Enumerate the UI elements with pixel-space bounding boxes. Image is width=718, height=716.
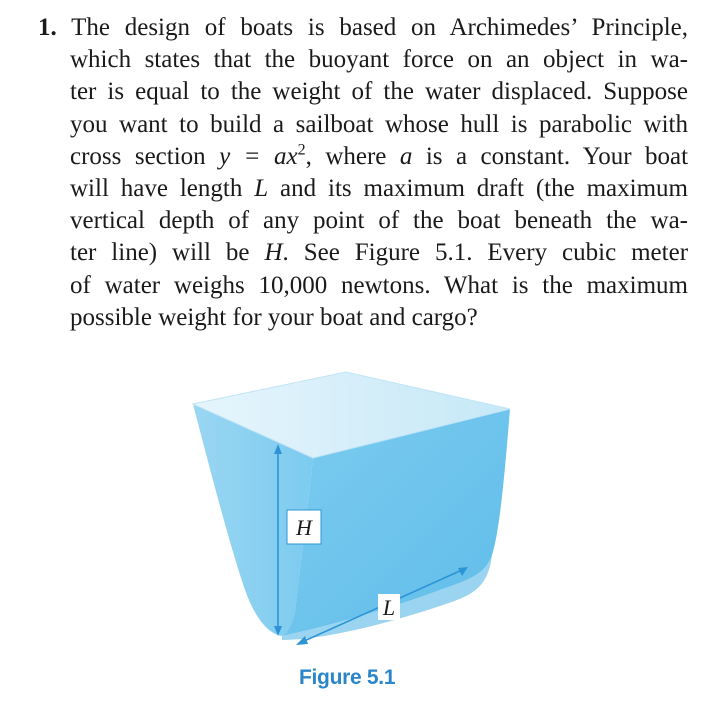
problem-line-6: will have length L and its maximum draft (the maximum [70, 175, 688, 203]
problem-line-7: vertical depth of any point of the boat beneath the wa- [70, 207, 688, 235]
problem-line-1: 1. The design of boats is based on Archimedes’ Principle, [38, 14, 688, 41]
problem-line-2: which states that the buoyant force on an object in wa- [70, 46, 688, 74]
h-label: H [296, 515, 312, 540]
problem-number: 1. [38, 14, 57, 41]
problem-line-4: you want to build a sailboat whose hull is parabolic with [70, 110, 688, 138]
problem-line-8: ter line) will be H. See Figure 5.1. Every cubic meter [70, 239, 689, 267]
l-label: L [382, 595, 396, 620]
problem-line-5: cross section $y = ax^2$, where a is a constant. Your boat [70, 141, 689, 170]
problem-line-9: of water weighs 10,000 newtons. What is the maximum [70, 271, 688, 299]
equation: y = ax [219, 142, 298, 170]
problem-line-3: ter is equal to the weight of the water displaced. Suppose [70, 78, 688, 106]
problem-line-10: possible weight for your boat and cargo? [70, 303, 478, 331]
figure-caption: Figure 5.1 [299, 666, 396, 689]
